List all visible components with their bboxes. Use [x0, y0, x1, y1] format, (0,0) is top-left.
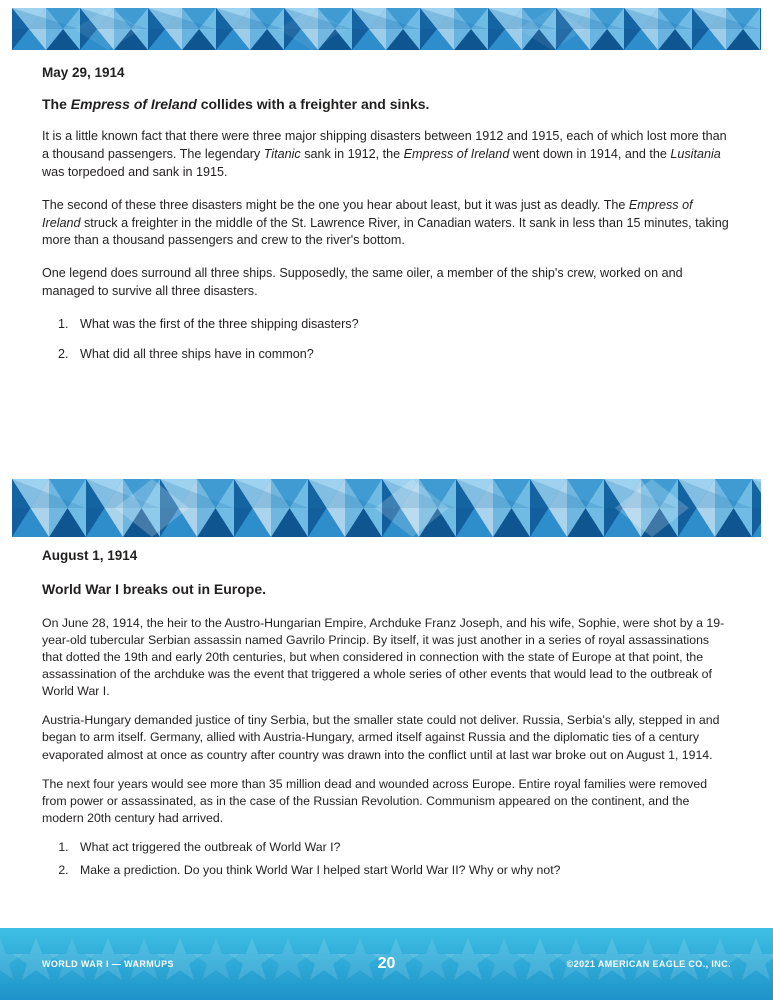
question-list — [42, 316, 731, 364]
decorative-banner-top — [12, 8, 761, 50]
section-headline: World War I breaks out in Europe. — [42, 581, 267, 597]
headline-rest: collides with a freighter and sinks. — [196, 96, 430, 112]
section-headline: The Empress of Ireland collides with a freighter and sinks. — [42, 96, 430, 112]
question-list — [42, 839, 731, 880]
decorative-banner-middle — [12, 479, 761, 537]
paragraph-2: The second of these three disasters might be the one you hear about least, but it was just as deadly. The Empress of Ireland struck a freighter in the middle of the St. Lawrence River, in Canadian waters. It sank in less than 15 minutes, taking more than a thousand passengers and crew to the river's bottom. — [42, 197, 729, 248]
list-item: 2. Make a prediction. Do you think World War I helped start World War II? Why or why not? — [72, 862, 731, 879]
footer-copyright: ©2021 AMERICAN EAGLE CO., INC. — [566, 959, 731, 969]
paragraph-2: Austria-Hungary demanded justice of tiny Serbia, but the smaller state could not deliver. Russia, Serbia's ally, stepped in and began to arm itself. Germany, allied with Austria-Hungary, armed itself against Russia and the diplomatic ties of a century evaporated almost at once as country after country was drawn into the conflict until at last war broke out on August 1, 1914. — [42, 713, 720, 762]
paragraph-3: The next four years would see more than 35 million dead and wounded across Europe. Entire royal families were removed from power or assassinated, as in the case of the Russian Revolution. Communism appeared on the continent, and the modern 20th century had arrived. — [42, 776, 708, 825]
page-footer — [0, 928, 773, 1000]
list-item: 1. What act triggered the outbreak of World War I? — [72, 839, 731, 856]
headline-italic-title: Empress of Ireland — [70, 96, 197, 112]
paragraph-1: On June 28, 1914, the heir to the Austro-Hungarian Empire, Archduke Franz Joseph, and his wife, Sophie, were shot by a 19-year-old tubercular Serbian assassin named Gavrilo Princip. By itself, it was just another in a series of royal assassinations that dotted the 19th and early 20th centuries, but when considered in connection with the state of Europe at that point, the assassination of the archduke was the event that triggered a whole series of other events that would lead to the outbreak of World War I. — [42, 616, 725, 699]
section-date: August 1, 1914 — [42, 548, 138, 563]
section-august-1-1914 — [42, 548, 731, 886]
paragraph-3: One legend does surround all three ships. Supposedly, the same oiler, a member of the ship's crew, worked on and managed to survive all three disasters. — [42, 266, 683, 299]
page-number: 20 — [377, 955, 396, 972]
list-item: 1. What was the first of the three shipping disasters? — [72, 316, 731, 334]
section-may-29-1914 — [42, 65, 731, 376]
paragraph-1: It is a little known fact that there were three major shipping disasters between 1912 and 1915, each of which lost more than a thousand passengers. The legendary Titanic sank in 1912, the Empress of Ireland went down in 1914, and the Lusitania was torpedoed and sank in 1915. — [42, 129, 727, 179]
section-date: May 29, 1914 — [42, 65, 125, 80]
list-item: 2. What did all three ships have in common? — [72, 346, 731, 364]
footer-left-label: WORLD WAR I — WARMUPS — [42, 959, 174, 969]
